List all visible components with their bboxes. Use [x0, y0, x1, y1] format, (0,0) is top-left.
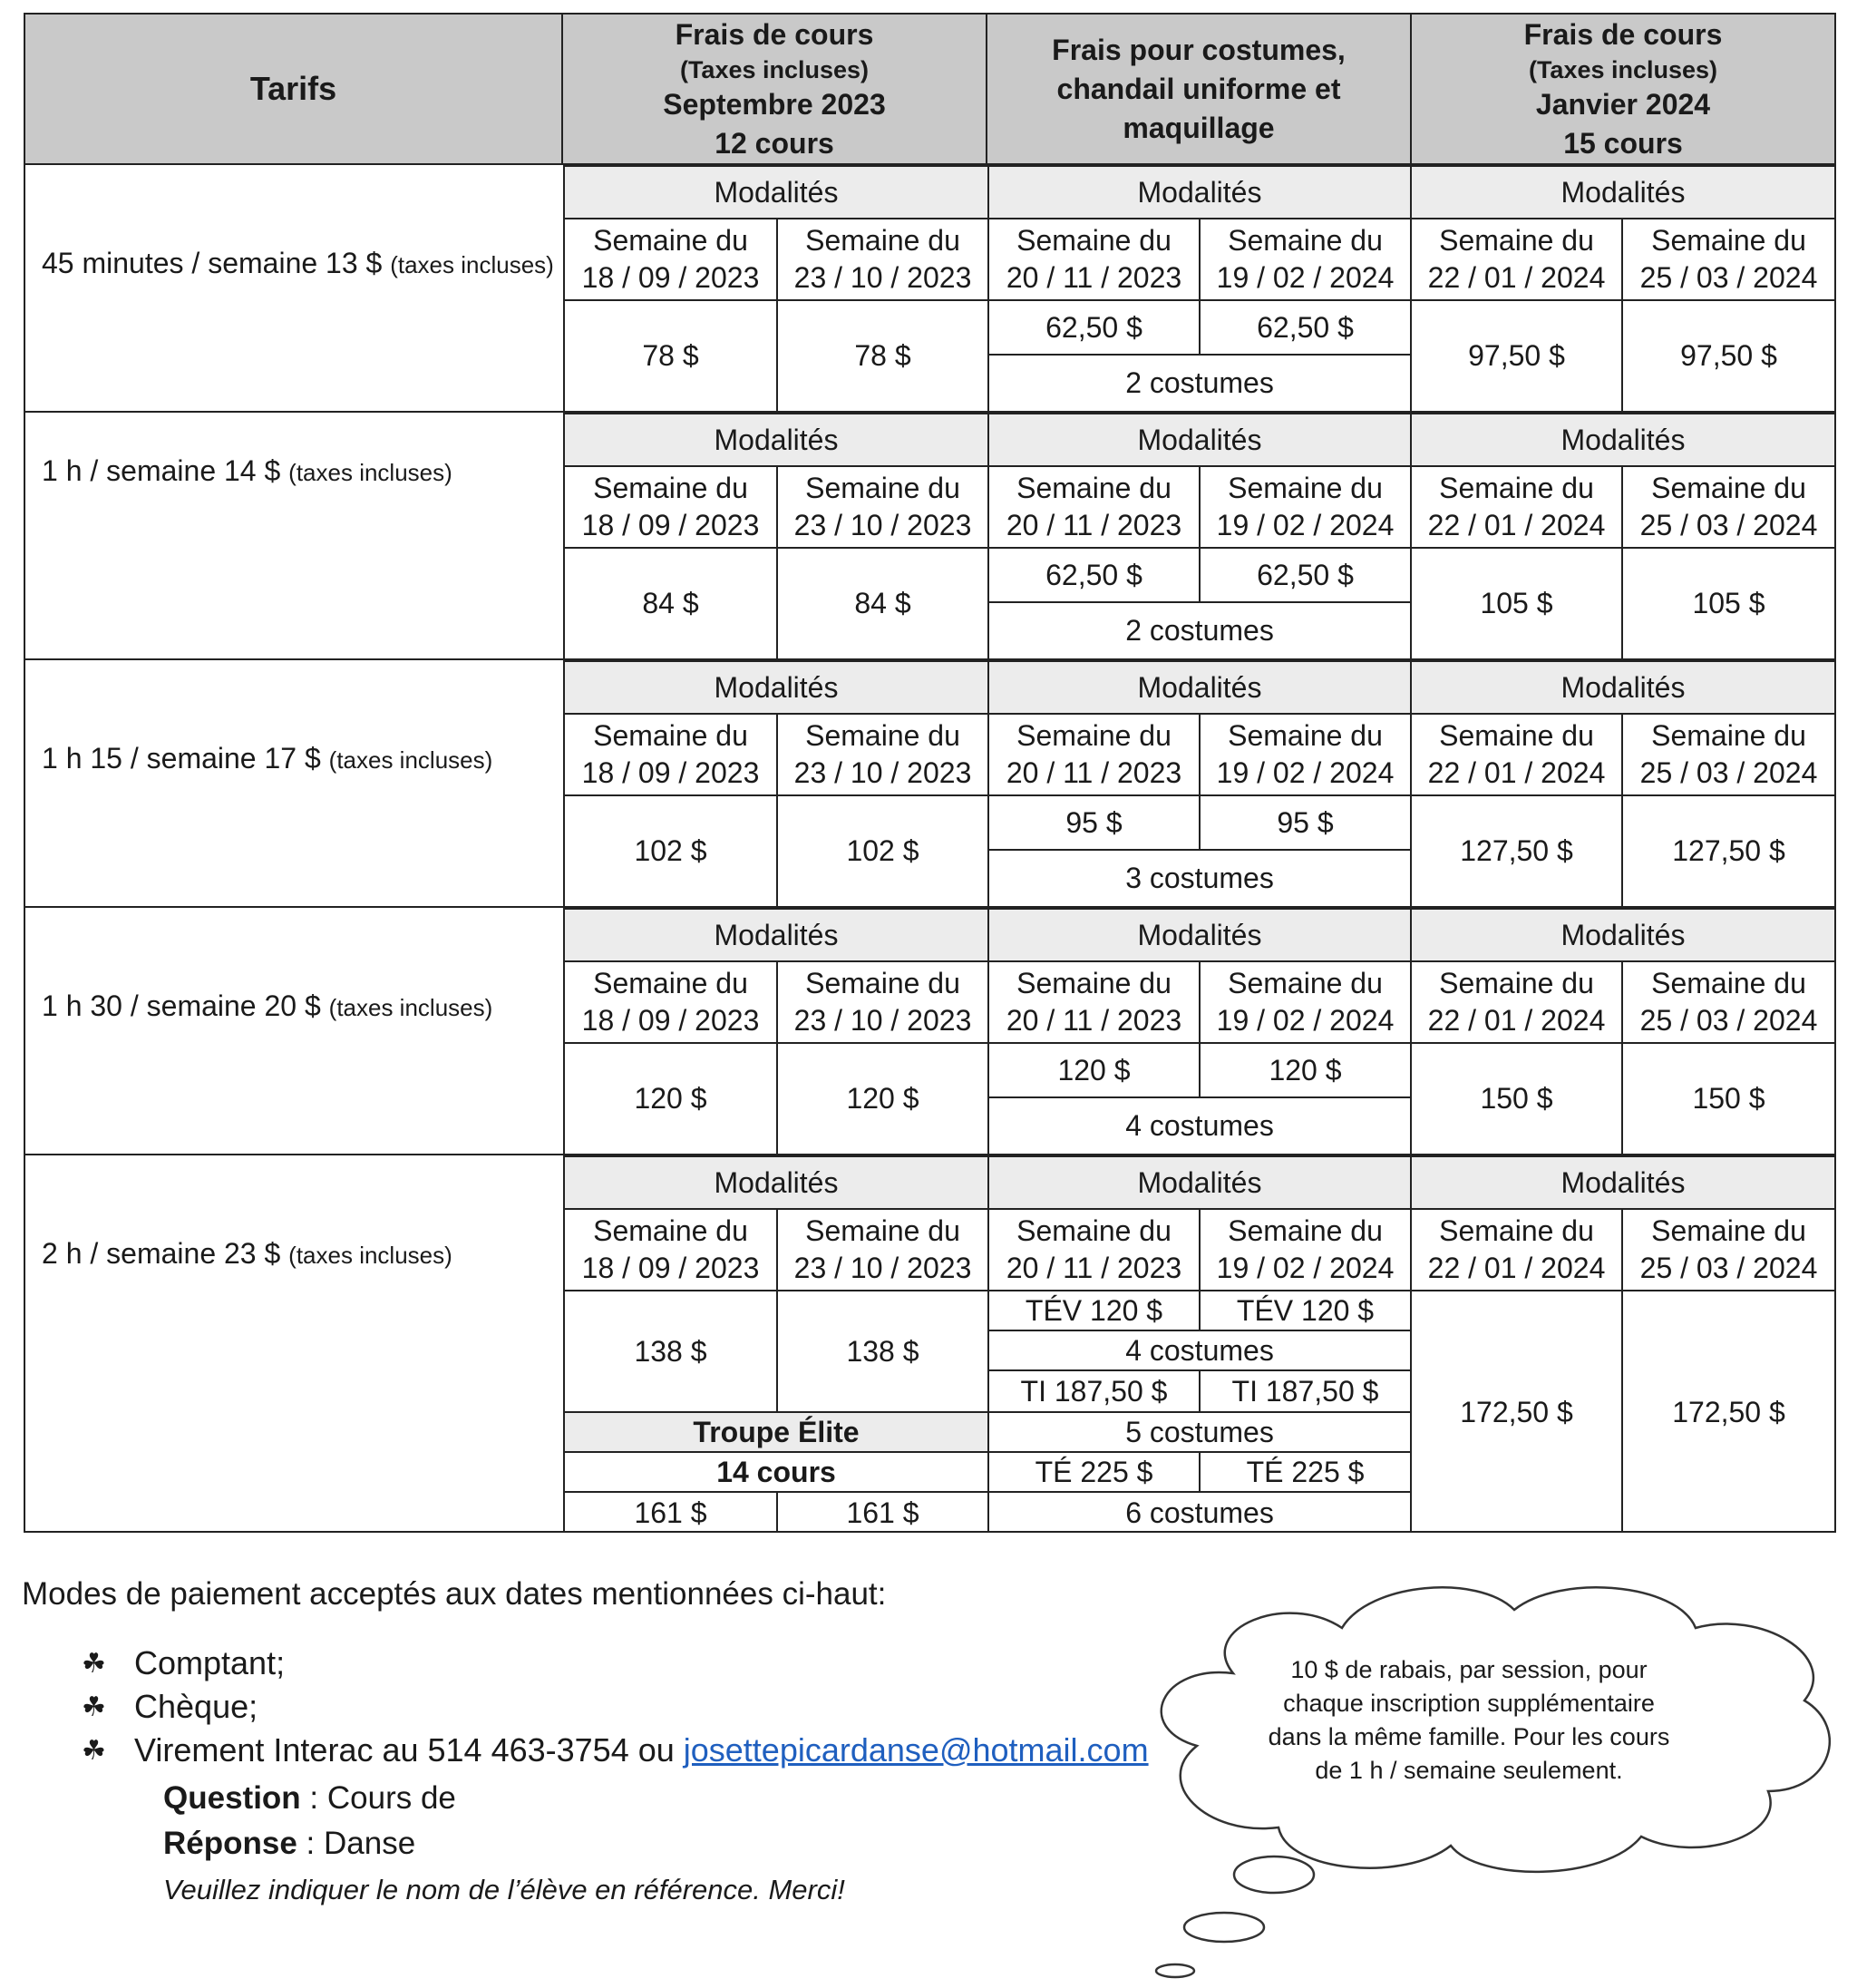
answer-line [163, 1826, 415, 1862]
date-cell-value: 25 / 03 / 2024 [1639, 509, 1818, 541]
costume-price-cell: 95 $ [1199, 794, 1410, 849]
modalites-cell: Modalités [1410, 165, 1834, 218]
price-cell: 127,50 $ [1410, 794, 1621, 906]
date-cell [1621, 218, 1834, 299]
table-row [24, 658, 1836, 906]
costume-count-cell: 5 costumes [987, 1411, 1410, 1451]
date-cell-value: 20 / 11 / 2023 [1006, 261, 1182, 294]
date-cell-label: Semaine du [1228, 967, 1383, 999]
costume-price-cell: 62,50 $ [1199, 299, 1410, 354]
table-row [24, 163, 1836, 411]
date-cell-value: 20 / 11 / 2023 [1006, 756, 1182, 789]
table-row [24, 411, 1836, 658]
date-cell [563, 1208, 776, 1290]
date-cell-label: Semaine du [1439, 967, 1594, 999]
header-sept-line1: Frais de cours [675, 17, 874, 51]
date-cell [987, 465, 1199, 547]
taxes-note: (taxes incluses) [328, 994, 493, 1021]
rate-label [42, 989, 492, 1023]
header-jan-line2: (Taxes incluses) [1528, 55, 1718, 83]
costume-count-cell: 3 costumes [987, 849, 1410, 906]
header-sept-line2: (Taxes incluses) [679, 55, 870, 83]
date-cell-label: Semaine du [1439, 1214, 1594, 1247]
date-cell [563, 465, 776, 547]
date-cell-value: 18 / 09 / 2023 [581, 1252, 760, 1284]
price-cell: 138 $ [776, 1290, 987, 1411]
date-cell-label: Semaine du [1016, 472, 1172, 504]
header-tarifs-text: Tarifs [249, 70, 337, 107]
header-costumes-line1: Frais pour costumes, [1052, 33, 1346, 66]
date-cell-label: Semaine du [1016, 224, 1172, 257]
date-cell-value: 25 / 03 / 2024 [1639, 756, 1818, 789]
date-cell-label: Semaine du [1439, 472, 1594, 504]
rate-label-text: 1 h 30 / semaine 20 $ [42, 989, 321, 1022]
date-cell-label: Semaine du [593, 719, 748, 752]
table-row [24, 906, 1836, 1154]
table-header [24, 13, 1836, 163]
rate-label [42, 454, 452, 488]
date-cell [776, 713, 987, 794]
price-cell: 120 $ [563, 1042, 776, 1154]
header-jan [1412, 15, 1834, 163]
cloud-text: 10 $ de rabais, par session, pour chaque inscription supplémentaire dans la même famille. Pour les cours de 1 h / semaine seulement. [1268, 1656, 1670, 1784]
date-cell-label: Semaine du [1651, 967, 1806, 999]
date-cell [1410, 960, 1621, 1042]
date-cell-value: 25 / 03 / 2024 [1639, 1252, 1818, 1284]
date-cell-label: Semaine du [1651, 472, 1806, 504]
costume-count-cell: 4 costumes [987, 1096, 1410, 1154]
price-cell: 78 $ [563, 299, 776, 411]
taxes-note: (taxes incluses) [288, 459, 452, 486]
modalites-cell: Modalités [563, 413, 987, 465]
rate-label-text: 1 h / semaine 14 $ [42, 454, 281, 487]
date-cell-label: Semaine du [593, 1214, 748, 1247]
price-cell: 84 $ [563, 547, 776, 658]
date-cell-label: Semaine du [593, 224, 748, 257]
cloud-bubble-medium [1184, 1913, 1264, 1942]
costume-price-cell: 95 $ [987, 794, 1199, 849]
price-cell: 161 $ [776, 1491, 987, 1533]
price-cell: 105 $ [1410, 547, 1621, 658]
modalites-cell: Modalités [987, 165, 1410, 218]
price-cell: 172,50 $ [1410, 1290, 1621, 1533]
modalites-cell: Modalités [1410, 908, 1834, 960]
rate-label [42, 1237, 452, 1271]
reference-note: Veuillez indiquer le nom de l’élève en référence. Merci! [163, 1874, 845, 1905]
date-cell-label: Semaine du [1651, 1214, 1806, 1247]
modalites-cell: Modalités [987, 908, 1410, 960]
date-cell [776, 960, 987, 1042]
price-cell: 102 $ [563, 794, 776, 906]
costume-price-cell: TÉV 120 $ [987, 1290, 1199, 1330]
troupe-cours-cell: 14 cours [563, 1451, 987, 1491]
taxes-note: (taxes incluses) [328, 746, 493, 774]
cloud-bubble-large [1234, 1856, 1314, 1893]
date-cell-value: 18 / 09 / 2023 [581, 509, 760, 541]
fees-table [24, 13, 1836, 1533]
rate-label-text: 45 minutes / semaine 13 $ [42, 247, 383, 279]
price-cell: 120 $ [776, 1042, 987, 1154]
money-bag-icon: ☘ [82, 1735, 106, 1766]
price-cell: 97,50 $ [1621, 299, 1834, 411]
date-cell-value: 20 / 11 / 2023 [1006, 1004, 1182, 1037]
costume-price-cell: 120 $ [987, 1042, 1199, 1096]
date-cell-label: Semaine du [593, 967, 748, 999]
costume-count-cell: 6 costumes [987, 1491, 1410, 1533]
date-cell [987, 1208, 1199, 1290]
date-cell-value: 23 / 10 / 2023 [793, 1252, 972, 1284]
date-cell-label: Semaine du [805, 719, 960, 752]
price-cell: 127,50 $ [1621, 794, 1834, 906]
costume-price-cell: TÉ 225 $ [987, 1451, 1199, 1491]
costume-count-cell: 2 costumes [987, 354, 1410, 411]
modalites-cell: Modalités [987, 413, 1410, 465]
question-label: Question [163, 1780, 301, 1816]
date-cell-value: 22 / 01 / 2024 [1427, 1004, 1606, 1037]
date-cell [1199, 960, 1410, 1042]
modalites-cell: Modalités [1410, 660, 1834, 713]
date-cell [987, 713, 1199, 794]
costume-count-cell: 2 costumes [987, 601, 1410, 658]
date-cell-value: 22 / 01 / 2024 [1427, 1252, 1606, 1284]
header-costumes-line3: maquillage [1123, 111, 1275, 144]
list-item [82, 1685, 1149, 1729]
date-cell-value: 20 / 11 / 2023 [1006, 1252, 1182, 1284]
list-item [82, 1729, 1149, 1772]
date-cell-value: 19 / 02 / 2024 [1216, 756, 1395, 789]
costume-price-cell: 62,50 $ [987, 299, 1199, 354]
date-cell-label: Semaine du [1228, 224, 1383, 257]
taxes-note: (taxes incluses) [390, 251, 554, 278]
header-sept-line4: 12 cours [715, 126, 834, 160]
date-cell [776, 218, 987, 299]
payment-item-text: Virement Interac au 514 463-3754 ou [134, 1731, 684, 1769]
price-cell: 161 $ [563, 1491, 776, 1533]
date-cell [1410, 1208, 1621, 1290]
date-cell-label: Semaine du [1228, 719, 1383, 752]
rate-label [42, 247, 554, 280]
date-cell-value: 23 / 10 / 2023 [793, 261, 972, 294]
modalites-cell: Modalités [1410, 413, 1834, 465]
date-cell-value: 25 / 03 / 2024 [1639, 261, 1818, 294]
cloud-bubble-small [1156, 1964, 1194, 1977]
price-cell: 84 $ [776, 547, 987, 658]
date-cell [563, 960, 776, 1042]
date-cell-label: Semaine du [1439, 719, 1594, 752]
date-cell-label: Semaine du [805, 224, 960, 257]
date-cell-value: 18 / 09 / 2023 [581, 756, 760, 789]
date-cell [563, 218, 776, 299]
date-cell-label: Semaine du [1439, 224, 1594, 257]
payment-list [82, 1642, 1149, 1772]
date-cell [1621, 713, 1834, 794]
modalites-cell: Modalités [563, 165, 987, 218]
date-cell [563, 713, 776, 794]
rate-label [42, 742, 492, 775]
table-body [24, 163, 1836, 1533]
costume-count-cell: 4 costumes [987, 1330, 1410, 1369]
date-cell-label: Semaine du [1016, 719, 1172, 752]
header-sept [563, 15, 987, 163]
date-cell [1199, 218, 1410, 299]
price-cell: 138 $ [563, 1290, 776, 1411]
price-cell: 105 $ [1621, 547, 1834, 658]
date-cell [1410, 218, 1621, 299]
date-cell-label: Semaine du [1016, 967, 1172, 999]
modalites-cell: Modalités [563, 908, 987, 960]
payment-intro: Modes de paiement acceptés aux dates mentionnées ci-haut: [22, 1576, 887, 1612]
date-cell [1199, 1208, 1410, 1290]
date-cell [1199, 713, 1410, 794]
date-cell-value: 23 / 10 / 2023 [793, 756, 972, 789]
price-cell: 102 $ [776, 794, 987, 906]
date-cell-value: 22 / 01 / 2024 [1427, 756, 1606, 789]
header-costumes [987, 15, 1412, 163]
header-costumes-line2: chandail uniforme et [1056, 72, 1341, 105]
date-cell [776, 1208, 987, 1290]
date-cell-value: 25 / 03 / 2024 [1639, 1004, 1818, 1037]
date-cell-label: Semaine du [805, 967, 960, 999]
date-cell-value: 23 / 10 / 2023 [793, 509, 972, 541]
date-cell [1621, 465, 1834, 547]
modalites-cell: Modalités [987, 660, 1410, 713]
date-cell-label: Semaine du [805, 1214, 960, 1247]
date-cell-label: Semaine du [1651, 719, 1806, 752]
date-cell [776, 465, 987, 547]
costume-price-cell: 62,50 $ [987, 547, 1199, 601]
date-cell-value: 22 / 01 / 2024 [1427, 509, 1606, 541]
header-tarifs [25, 15, 563, 163]
date-cell-value: 23 / 10 / 2023 [793, 1004, 972, 1037]
table-row [24, 1154, 1836, 1533]
price-cell: 78 $ [776, 299, 987, 411]
date-cell [987, 218, 1199, 299]
date-cell-value: 20 / 11 / 2023 [1006, 509, 1182, 541]
list-item [82, 1642, 1149, 1685]
header-sept-line3: Septembre 2023 [663, 87, 886, 121]
header-jan-line1: Frais de cours [1523, 17, 1723, 51]
date-cell-value: 22 / 01 / 2024 [1427, 261, 1606, 294]
date-cell-value: 19 / 02 / 2024 [1216, 261, 1395, 294]
troupe-cell: Troupe Élite [563, 1411, 987, 1451]
payment-item-text: Chèque; [134, 1688, 258, 1725]
costume-price-cell: TÉ 225 $ [1199, 1451, 1410, 1491]
email-link[interactable]: josettepicardanse@hotmail.com [683, 1731, 1149, 1769]
modalites-cell: Modalités [563, 660, 987, 713]
rate-label-text: 2 h / semaine 23 $ [42, 1237, 281, 1270]
date-cell-label: Semaine du [1651, 224, 1806, 257]
question-value: : Cours de [300, 1780, 456, 1816]
date-cell-value: 19 / 02 / 2024 [1216, 509, 1395, 541]
costume-price-cell: TI 187,50 $ [987, 1369, 1199, 1411]
price-cell: 150 $ [1621, 1042, 1834, 1154]
modalites-cell: Modalités [563, 1155, 987, 1208]
header-jan-line3: Janvier 2024 [1535, 87, 1711, 121]
date-cell-label: Semaine du [1228, 472, 1383, 504]
date-cell [1621, 1208, 1834, 1290]
date-cell-label: Semaine du [593, 472, 748, 504]
date-cell-value: 19 / 02 / 2024 [1216, 1252, 1395, 1284]
money-bag-icon: ☘ [82, 1648, 106, 1679]
date-cell [1621, 960, 1834, 1042]
header-jan-line4: 15 cours [1563, 126, 1683, 160]
date-cell-value: 19 / 02 / 2024 [1216, 1004, 1395, 1037]
taxes-note: (taxes incluses) [288, 1242, 452, 1269]
price-cell: 172,50 $ [1621, 1290, 1834, 1533]
question-line [163, 1780, 456, 1817]
price-cell: 150 $ [1410, 1042, 1621, 1154]
date-cell [1199, 465, 1410, 547]
date-cell-label: Semaine du [1016, 1214, 1172, 1247]
costume-price-cell: TI 187,50 $ [1199, 1369, 1410, 1411]
rate-label-text: 1 h 15 / semaine 17 $ [42, 742, 321, 775]
costume-price-cell: 120 $ [1199, 1042, 1410, 1096]
date-cell-value: 18 / 09 / 2023 [581, 1004, 760, 1037]
costume-price-cell: TÉV 120 $ [1199, 1290, 1410, 1330]
date-cell-value: 18 / 09 / 2023 [581, 261, 760, 294]
answer-value: : Danse [297, 1826, 416, 1861]
costume-price-cell: 62,50 $ [1199, 547, 1410, 601]
date-cell [1410, 465, 1621, 547]
date-cell [987, 960, 1199, 1042]
date-cell-label: Semaine du [1228, 1214, 1383, 1247]
date-cell-label: Semaine du [805, 472, 960, 504]
price-cell: 97,50 $ [1410, 299, 1621, 411]
modalites-cell: Modalités [987, 1155, 1410, 1208]
answer-label: Réponse [163, 1826, 297, 1861]
payment-item-text: Comptant; [134, 1644, 286, 1681]
modalites-cell: Modalités [1410, 1155, 1834, 1208]
money-bag-icon: ☘ [82, 1691, 106, 1722]
date-cell [1410, 713, 1621, 794]
